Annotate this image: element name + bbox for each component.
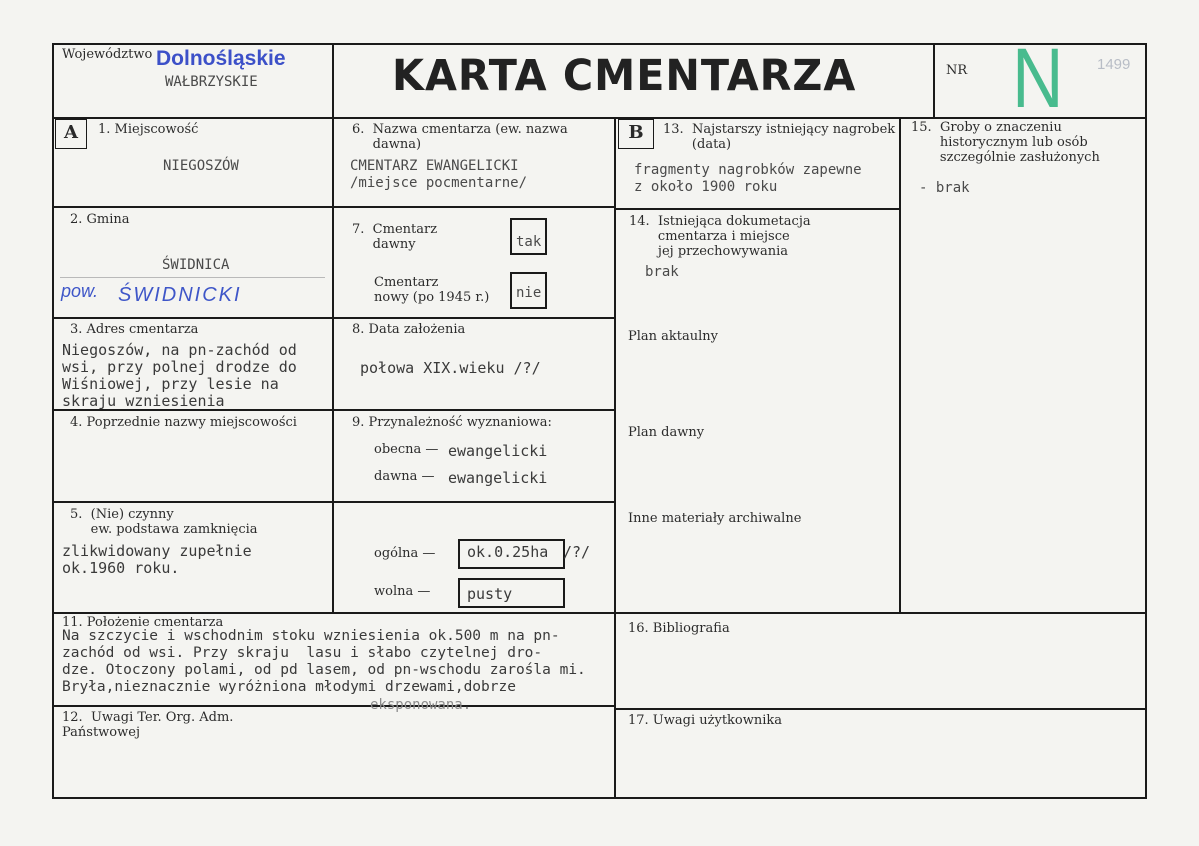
divider-m-3 — [332, 409, 616, 411]
other-archives-label: Inne materiały archiwalne — [628, 511, 802, 526]
field-15-label: 15. Groby o znaczeniu historycznym lub osób szczególnie zasłużonych — [911, 120, 1100, 165]
frame-right — [1145, 43, 1147, 799]
divider-m-4 — [332, 501, 616, 503]
field-3-label: 3. Adres cmentarza — [70, 322, 199, 337]
field-9-current-value: ewangelicki — [448, 442, 548, 460]
frame-bottom — [52, 797, 1147, 799]
field-7-label-old: 7. Cmentarz dawny — [352, 222, 438, 252]
divider-a-2 — [52, 317, 334, 319]
voivodeship-label: Województwo — [62, 47, 153, 62]
divider-col-3 — [899, 117, 901, 612]
field-8-label: 8. Data założenia — [352, 322, 466, 337]
field-1-value: NIEGOSZÓW — [163, 158, 239, 174]
field-14-label: 14. Istniejąca dokumetacja cmentarza i miejsce jej przechowywania — [629, 214, 811, 259]
field-2-value: ŚWIDNICA — [162, 257, 230, 273]
field-1-label: 1. Miejscowość — [98, 122, 199, 137]
divider-m-2 — [332, 317, 616, 319]
field-10-free-value: pusty — [467, 585, 513, 603]
field-10-total-suffix: /?/ — [563, 543, 591, 561]
voivodeship-typed: WAŁBRZYSKIE — [165, 74, 258, 90]
divider-row-12 — [52, 705, 616, 707]
field-14-value: brak — [645, 264, 679, 280]
divider-row-11 — [52, 612, 1147, 614]
field-10-total-label: ogólna — — [374, 546, 436, 561]
frame-top — [52, 43, 1147, 45]
field-9-label: 9. Przynależność wyznaniowa: — [352, 415, 552, 430]
divider-header-2 — [933, 43, 935, 119]
field-13-label: 13. Najstarszy istniejący nagrobek (data) — [663, 122, 896, 152]
field-7-new-value: nie — [516, 285, 542, 301]
divider-header-1 — [332, 43, 334, 119]
field-17-label: 17. Uwagi użytkownika — [628, 713, 783, 728]
divider-a-1 — [52, 206, 334, 208]
field-3-value: Niegoszów, na pn-zachód od wsi, przy polnej drodze do Wiśniowej, przy lesie na skraju wzniesienia — [62, 341, 297, 410]
field-2-pow-label: pow. — [61, 281, 99, 301]
field-2-pow-value: ŚWIDNICKI — [118, 284, 242, 306]
field-13-value: fragmenty nagrobków zapewne z około 1900 roku — [634, 162, 862, 195]
plan-former-label: Plan dawny — [628, 425, 705, 440]
field-11-label: 11. Położenie cmentarza — [62, 615, 224, 630]
field-7-old-value: tak — [516, 234, 542, 250]
field-15-value: - brak — [919, 180, 970, 196]
field-11-value-last: eksponowana. — [370, 697, 472, 713]
field-12-label: 12. Uwagi Ter. Org. Adm. Państwowej — [62, 710, 234, 740]
field-4-label: 4. Poprzednie nazwy miejscowości — [70, 415, 297, 430]
field-5-label: 5. (Nie) czynny ew. podstawa zamknięcia — [70, 507, 258, 537]
voivodeship-stamp: Dolnośląskie — [156, 47, 286, 70]
field-2-underline — [60, 277, 325, 278]
field-2-label: 2. Gmina — [70, 212, 130, 227]
field-10-free-label: wolna — — [374, 584, 431, 599]
field-5-value: zlikwidowany zupełnie ok.1960 roku. — [62, 542, 252, 577]
field-9-former-label: dawna — — [374, 469, 435, 484]
divider-col-2 — [614, 117, 616, 799]
frame-left — [52, 43, 54, 799]
divider-row-17 — [614, 708, 1147, 710]
field-6-value: CMENTARZ EWANGELICKI /miejsce pocmentarne/ — [350, 158, 528, 191]
divider-m-1 — [332, 206, 616, 208]
divider-header-bottom — [52, 117, 1147, 119]
nr-label: NR — [946, 63, 968, 78]
plan-current-label: Plan aktaulny — [628, 329, 719, 344]
field-9-current-label: obecna — — [374, 442, 439, 457]
field-10-total-value: ok.0.25ha — [467, 543, 549, 561]
field-11-value: Na szczycie i wschodnim stoku wzniesienia ok.500 m na pn- zachód od wsi. Przy skraju lasu i słabo czytelnej dro- dze. Otoczony polami, od pd lasem, od pn-wschodu zarośla mi. Bryła,nieznacznie wyróżniona młodymi drzewami,dobrze — [62, 628, 586, 695]
field-8-value: połowa XIX.wieku /?/ — [360, 359, 541, 377]
field-7-label-new: Cmentarz nowy (po 1945 r.) — [374, 275, 490, 305]
nr-handwritten: N — [1012, 31, 1064, 125]
page-title: KARTA CMENTARZA — [392, 51, 857, 101]
section-a-box: A — [55, 119, 87, 149]
section-b-box: B — [618, 119, 654, 149]
field-9-former-value: ewangelicki — [448, 469, 548, 487]
divider-col-1 — [332, 117, 334, 612]
field-16-label: 16. Bibliografia — [628, 621, 730, 636]
divider-b-1 — [614, 208, 901, 210]
divider-a-4 — [52, 501, 334, 503]
nr-value: 1499 — [1097, 56, 1131, 73]
field-6-label: 6. Nazwa cmentarza (ew. nazwa dawna) — [352, 122, 568, 152]
